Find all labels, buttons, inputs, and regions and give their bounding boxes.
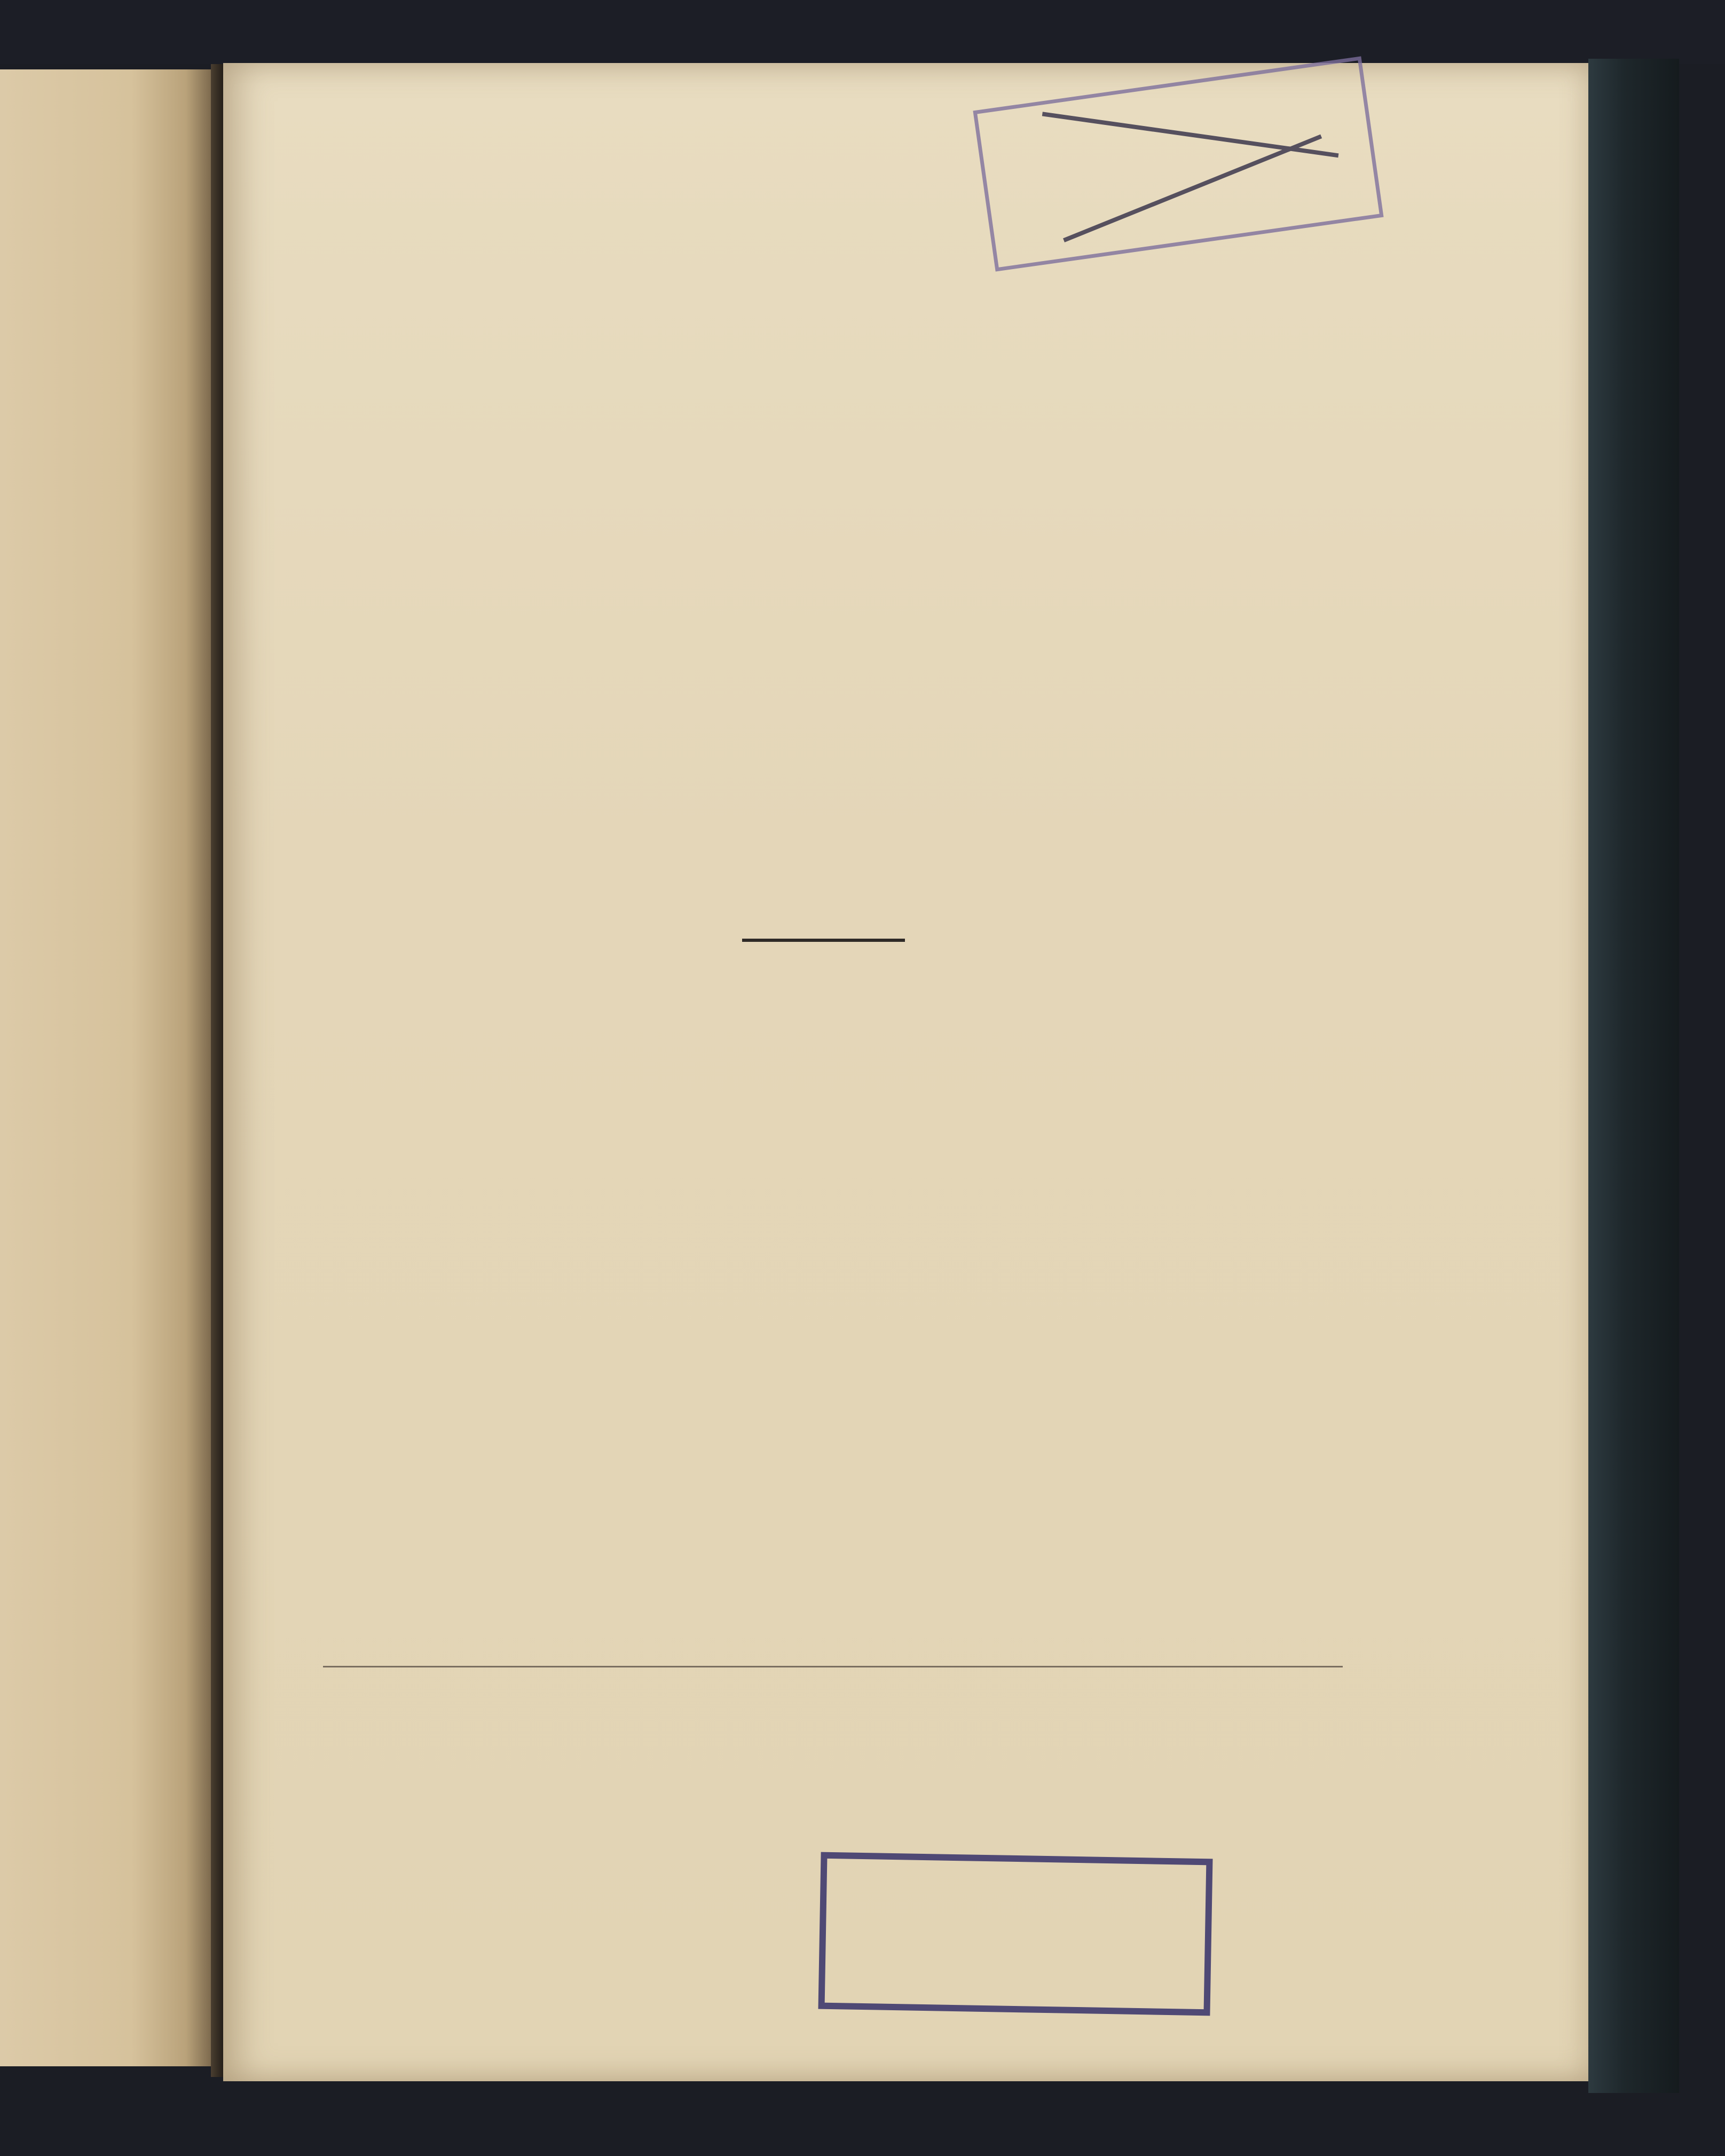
regional-library-stamp [818,1852,1212,2016]
stamp-strike-line [1042,112,1339,158]
book-cover-edge [1588,59,1679,2093]
handwritten-inventory-number [251,1036,315,1335]
main-page [223,63,1590,2081]
stamp-line [827,1875,1206,1881]
scanner-background [0,0,1725,64]
section-separator [742,939,905,942]
footnote-rule [323,1666,1343,1667]
stamp-line [825,1949,1204,1956]
stamp-strike-line [1063,135,1322,242]
stamp-line [826,1909,1206,1916]
left-facing-page [0,69,219,2066]
